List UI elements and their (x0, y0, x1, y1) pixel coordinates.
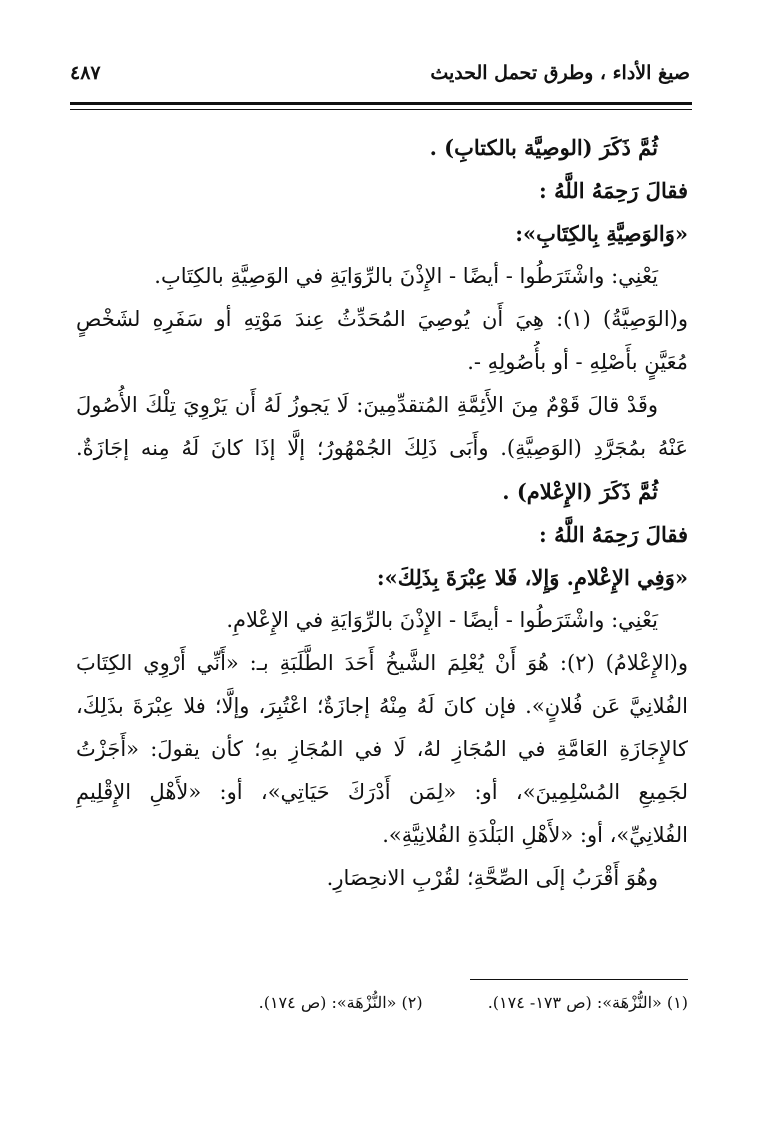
footnotes (76, 990, 688, 1016)
header-rule-thick (70, 102, 692, 105)
page-number: ٤٨٧ (70, 62, 101, 84)
text-line: و(الوَصِيَّةُ) (١): هِيَ أَن يُوصِيَ المُحَدِّثُ عِندَ مَوْتِهِ أو سَفَرِهِ لشَخْصٍ (76, 307, 688, 331)
footnote-1: (١) «النُّزْهَة»: (ص ١٧٣- ١٧٤). (487, 993, 688, 1012)
text-line: عَنْهُ بمُجَرَّدِ (الوَصِيَّةِ). وأَبَى ذَلِكَ الجُمْهُورُ؛ إلَّا إذَا كانَ لَهُ مِنه إجَازَةٌ. (76, 436, 688, 460)
footnote-2: (٢) «النُّزْهَة»: (ص ١٧٤). (258, 993, 423, 1012)
footnote-separator (470, 979, 688, 980)
text-line: لجَمِيعِ المُسْلِمِينَ»، أو: «لِمَن أَدْرَكَ حَيَاتِي»، أو: «لأَهْلِ الإِقْلِيمِ (76, 780, 688, 804)
text-line: الفُلانِيَّ عَن فُلانٍ». فإن كانَ لَهُ مِنْهُ إجازَةٌ؛ اعْتُبِرَ، وإلَّا؛ فلا عِبْرَةَ بذَلِكَ، (76, 694, 688, 718)
running-title: صيغ الأداء ، وطرق تحمل الحديث (430, 62, 690, 84)
said-label: فقالَ رَحِمَهُ اللَّهُ : (539, 178, 688, 203)
text-line: و(الإِعْلامُ) (٢): هُوَ أَنْ يُعْلِمَ الشَّيخُ أَحَدَ الطَّلَبَةِ بـ: «أَنِّي أَرْوِي الكِتَابَ (76, 651, 688, 675)
text-line: يَعْنِي: واشْتَرَطُوا - أيضًا - الإِذْنَ بالرِّوَايَةِ في الوَصِيَّةِ بالكِتَابِ. (154, 264, 658, 288)
said-label: فقالَ رَحِمَهُ اللَّهُ : (539, 522, 688, 547)
heading-ilam: ثُمَّ ذَكَرَ (الإِعْلام) . (502, 479, 658, 504)
heading-wasiyya: ثُمَّ ذَكَرَ (الوصِيَّة بالكتابِ) . (429, 135, 658, 160)
text-line: كالإِجَازَةِ العَامَّةِ في المُجَازِ لهُ، لَا في المُجَازِ بهِ؛ كأن يقولَ: «أَجَزْتُ (76, 737, 688, 761)
text-line: الفُلانِيِّ»، أو: «لأَهْلِ البَلْدَةِ الفُلانِيَّةِ». (382, 823, 688, 847)
text-line: يَعْنِي: واشْتَرَطُوا - أيضًا - الإِذْنَ بالرِّوَايَةِ في الإِعْلامِ. (226, 608, 658, 632)
body-text (76, 126, 688, 900)
matn-quote-wasiyya: «وَالوَصِيَّةِ بِالكِتَابِ»: (515, 221, 688, 246)
text-line: وقَدْ قالَ قَوْمٌ مِنَ الأَئِمَّةِ المُتقدِّمِينَ: لَا يَجوزُ لَهُ أَن يَرْوِيَ تِلْكَ الأُصُولَ (76, 393, 658, 417)
text-line: وهُوَ أَقْرَبُ إلَى الصِّحَّةِ؛ لقُرْبِ الانحِصَارِ. (326, 866, 658, 890)
page-header (70, 62, 690, 98)
header-rule-thin (70, 109, 692, 110)
text-line: مُعَيَّنٍ بأَصْلِهِ - أو بأُصُولِهِ -. (467, 350, 688, 374)
matn-quote-ilam: «وَفِي الإِعْلامِ. وَإِلا، فَلا عِبْرَةَ بِذَلِكَ»: (376, 565, 688, 590)
